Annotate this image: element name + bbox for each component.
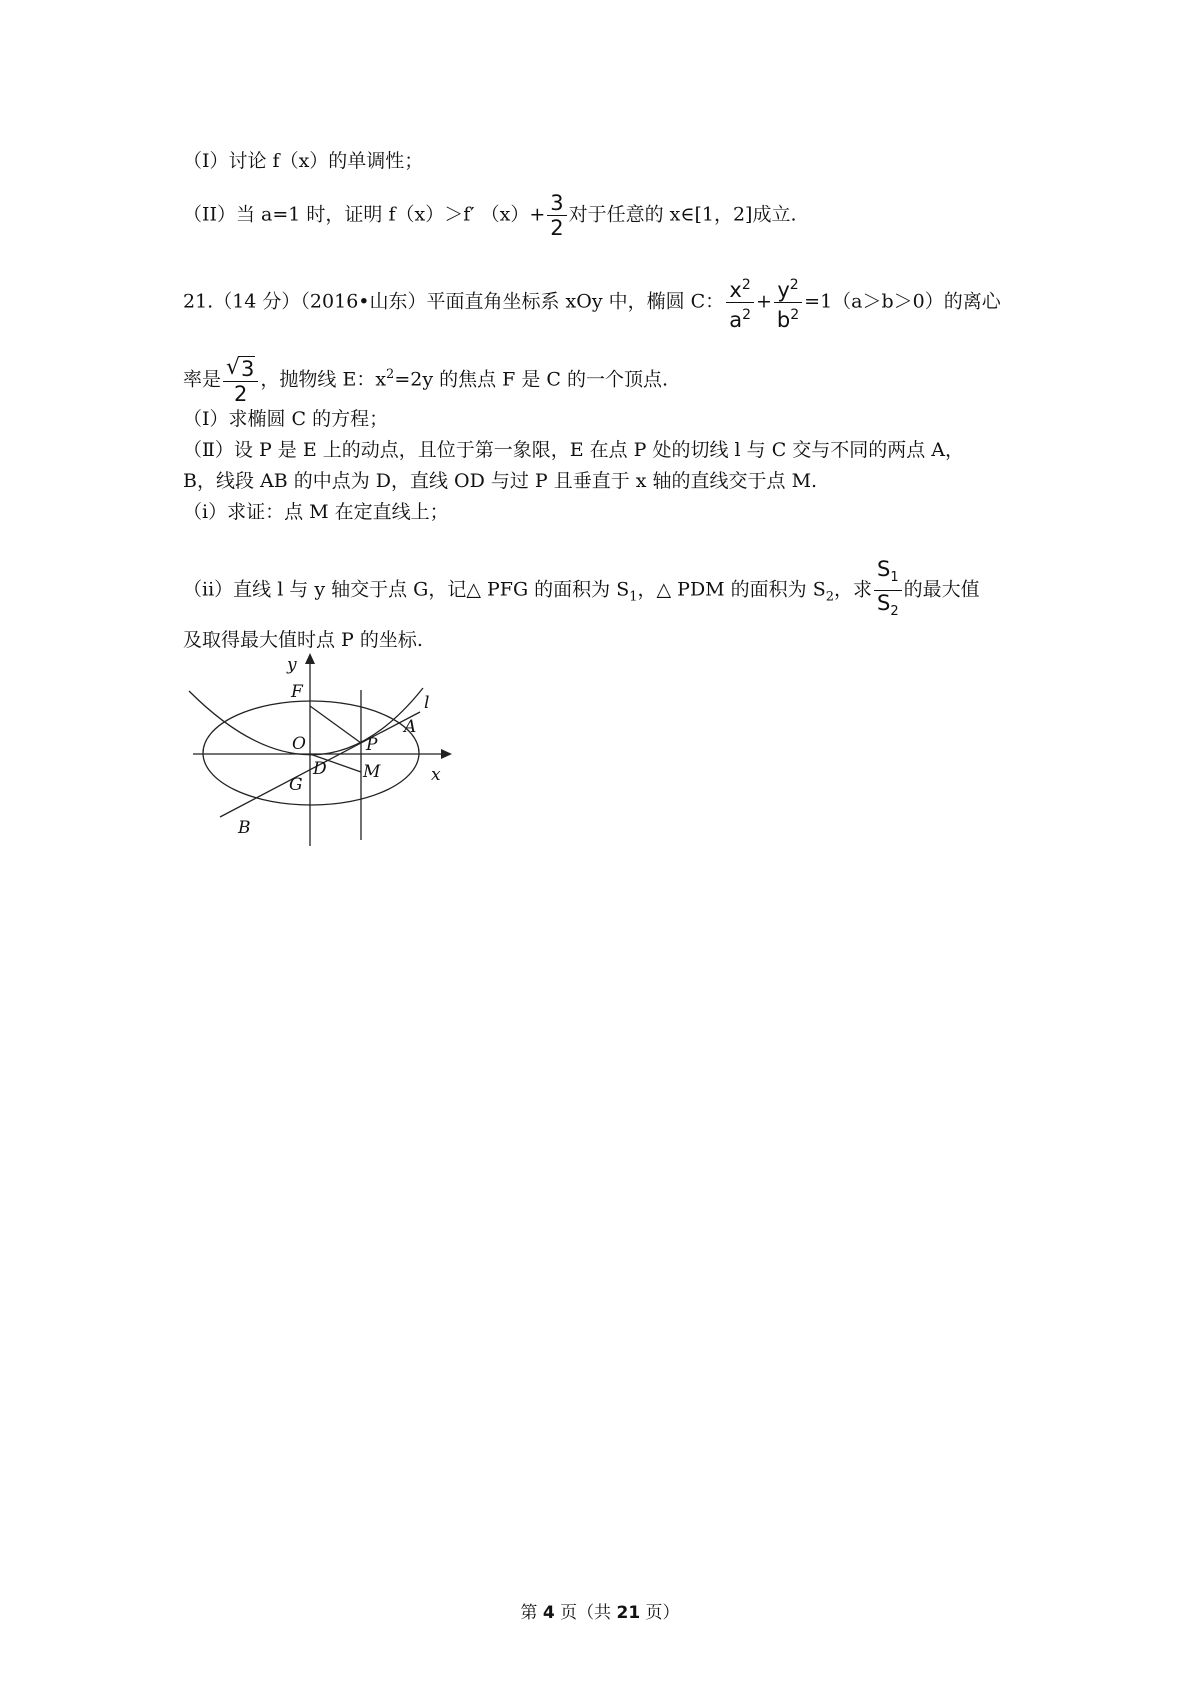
ecc-post-a: ，抛物线 E：x [260, 368, 387, 391]
label-b: B [238, 818, 251, 838]
label-x: x [431, 765, 441, 785]
label-d: D [313, 759, 327, 779]
label-l: l [424, 693, 430, 713]
ecc-root: 3 [241, 357, 255, 381]
label-f: F [291, 682, 303, 702]
segment-fp [310, 706, 361, 743]
page-footer [0, 1598, 1200, 1623]
ratio-num-idx: 1 [890, 570, 899, 586]
q20-frac-num: 3 [547, 191, 566, 216]
q21-sub2 [183, 557, 980, 624]
ellipse-plus: + [755, 290, 772, 313]
footer-mid: 页（共 [554, 1603, 617, 1623]
ellipse-num-y: y [777, 278, 790, 302]
ecc-pre: 率是 [183, 368, 222, 391]
ellipse-curve [203, 701, 419, 805]
ellipse-fraction-x [726, 273, 754, 332]
q20-part2-pre: （II）当 a=1 时，证明 f（x）＞f′ （x）+ [183, 203, 546, 226]
footer-page-number: 4 [542, 1603, 555, 1623]
label-p: P [366, 735, 378, 755]
label-o: O [292, 734, 306, 754]
sub2-s1-index: 1 [629, 589, 638, 605]
ratio-den-idx: 2 [890, 604, 899, 620]
ratio-fraction [874, 557, 902, 624]
sub2-c: ，求 [834, 578, 873, 601]
q21-head-text: 21.（14 分）（2016•山东）平面直角坐标系 xOy 中，椭圆 C： [183, 290, 725, 313]
footer-total-pages: 21 [616, 1603, 641, 1623]
x-axis-arrow [441, 749, 452, 759]
q21-heading [183, 273, 1001, 332]
label-m: M [363, 762, 381, 782]
ellipse-parabola-figure [183, 650, 453, 850]
q21-part2-line2: B，线段 AB 的中点为 D，直线 OD 与过 P 且垂直于 x 轴的直线交于点 M. [183, 470, 818, 492]
label-y: y [287, 655, 297, 675]
label-g: G [289, 775, 303, 795]
ellipse-num-x: x [729, 278, 742, 302]
q20-part1: （I）讨论 f（x）的单调性； [183, 150, 424, 172]
ellipse-fraction-y [774, 273, 802, 332]
q21-part1: （I）求椭圆 C 的方程； [183, 408, 389, 430]
q20-frac-den: 2 [550, 216, 564, 240]
q21-eccentricity-line [183, 355, 668, 406]
q20-fraction [547, 191, 566, 240]
parabola-exp: 2 [386, 367, 395, 383]
footer-post: 页） [640, 1603, 680, 1623]
ratio-den-s: S [877, 591, 891, 616]
ellipse-den-a: a [729, 308, 743, 332]
ellipse-num-x-exp: 2 [741, 277, 751, 293]
q20-part2 [183, 191, 797, 240]
ellipse-den-b-exp: 2 [790, 307, 800, 323]
q21-sub2-line2: 及取得最大值时点 P 的坐标. [183, 629, 423, 651]
y-axis-arrow [305, 653, 315, 664]
q21-sub1: （i）求证：点 M 在定直线上； [183, 501, 449, 523]
ecc-fraction: √ 3 2 [223, 355, 258, 406]
ratio-num-s: S [877, 557, 891, 581]
ellipse-den-a-exp: 2 [742, 307, 751, 323]
ecc-post-b: =2y 的焦点 F 是 C 的一个顶点. [394, 368, 669, 391]
sub2-s2-index: 2 [825, 589, 835, 605]
q21-eq-tail: =1（a＞b＞0）的离心 [804, 290, 1001, 313]
label-a: A [404, 717, 417, 737]
q20-part2-post: 对于任意的 x∈[1，2]成立. [568, 203, 797, 226]
ecc-den: 2 [234, 382, 248, 406]
parabola-curve [189, 688, 423, 755]
footer-pre: 第 [520, 1603, 543, 1623]
ellipse-den-b: b [776, 308, 791, 332]
sub2-d: 的最大值 [903, 578, 980, 601]
ellipse-num-y-exp: 2 [789, 277, 799, 293]
sub2-b: ，△ PDM 的面积为 S [637, 578, 826, 601]
sub2-a: （ii）直线 l 与 y 轴交于点 G，记△ PFG 的面积为 S [183, 578, 630, 601]
q21-part2-line1: （Ⅱ）设 P 是 E 上的动点，且位于第一象限，E 在点 P 处的切线 l 与 C 交与不同的两点 A， [183, 439, 965, 461]
